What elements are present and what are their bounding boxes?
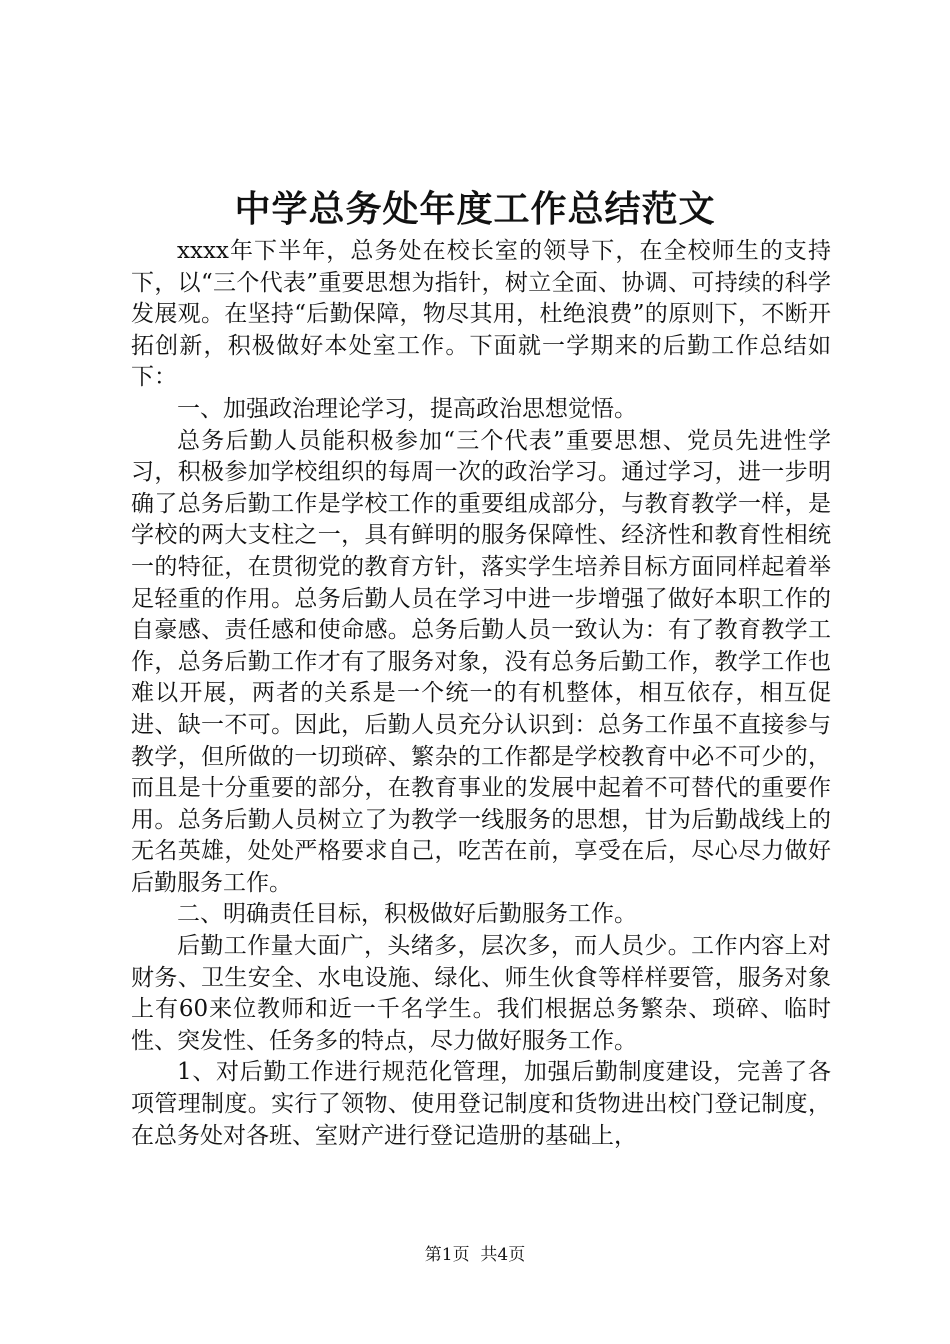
paragraph-logistics-scope: 后勤工作量大面广，头绪多，层次多，而人员少。工作内容上对财务、卫生安全、水电设施、绿化、师生伙食等样样要管，服务对象上有60来位教师和近一千名学生。我们根据总务繁杂、琐碎、临时性、突发性、任务多的特点，尽力做好服务工作。 [131, 933, 831, 1054]
page-indicator: 第1页 共4页 [424, 1245, 526, 1265]
paragraph-intro: xxxx年下半年，总务处在校长室的领导下，在全校师生的支持下，以“三个代表”重要思想为指针，树立全面、协调、可持续的科学发展观。在坚持“后勤保障，物尽其用，杜绝浪费”的原则下，不断开拓创新，积极做好本处室工作。下面就一学期来的后勤工作总结如下： [131, 238, 831, 391]
section-heading-1: 一、加强政治理论学习，提高政治思想觉悟。 [177, 395, 637, 422]
document-title: 中学总务处年度工作总结范文 [234, 188, 716, 230]
paragraph-item-1: 1、对后勤工作进行规范化管理，加强后勤制度建设，完善了各项管理制度。实行了领物、使用登记制度和货物进出校门登记制度，在总务处对各班、室财产进行登记造册的基础上， [131, 1059, 831, 1149]
section-heading-2: 二、明确责任目标，积极做好后勤服务工作。 [177, 901, 637, 928]
paragraph-political-study: 总务后勤人员能积极参加“三个代表”重要思想、党员先进性学习，积极参加学校组织的每周一次的政治学习。通过学习，进一步明确了总务后勤工作是学校工作的重要组成部分，与教育教学一样，是学校的两大支柱之一，具有鲜明的服务保障性、经济性和教育性相统一的特征，在贯彻党的教育方针，落实学生培养目标方面同样起着举足轻重的作用。总务后勤人员在学习中进一步增强了做好本职工作的自豪感、责任感和使命感。总务后勤人员一致认为：有了教育教学工作，总务后勤工作才有了服务对象，没有总务后勤工作，教学工作也难以开展，两者的关系是一个统一的有机整体，相互依存，相互促进、缺一不可。因此，后勤人员充分认识到：总务工作虽不直接参与教学，但所做的一切琐碎、繁杂的工作都是学校教育中必不可少的，而且是十分重要的部分，在教育事业的发展中起着不可替代的重要作用。总务后勤人员树立了为教学一线服务的思想，甘为后勤战线上的无名英雄，处处严格要求自己，吃苦在前，享受在后，尽心尽力做好后勤服务工作。 [131, 427, 831, 896]
page-footer [0, 1243, 950, 1267]
document-body [131, 236, 831, 1152]
